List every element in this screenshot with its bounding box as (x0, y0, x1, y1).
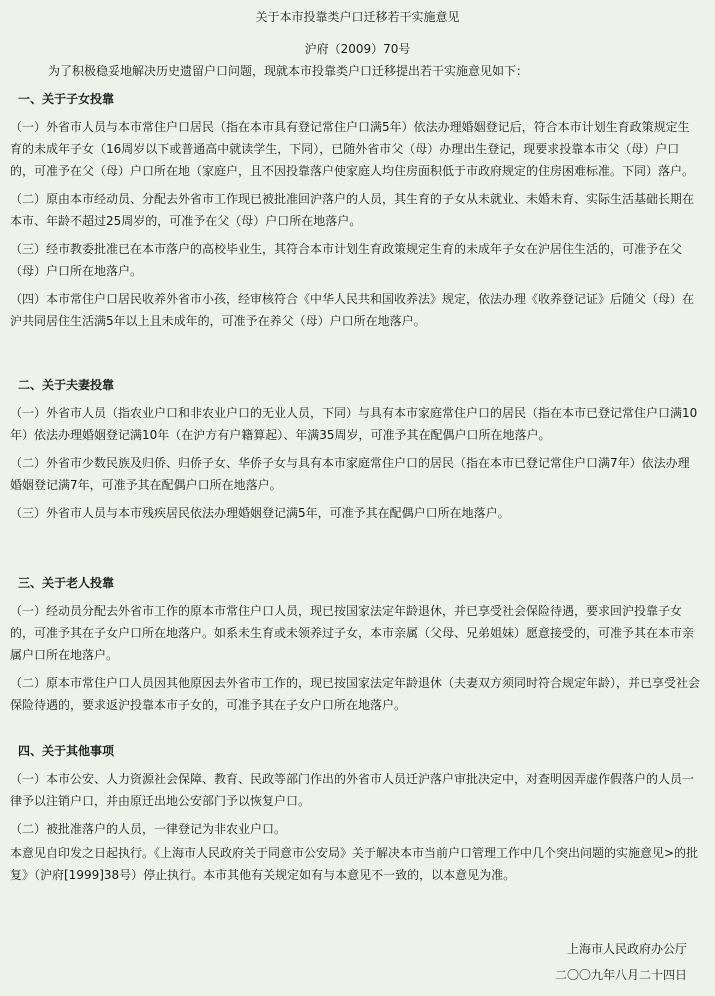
document-title: 关于本市投靠类户口迁移若干实施意见 (255, 10, 460, 24)
intro-paragraph: 为了积极稳妥地解决历史遗留户口问题，现就本市投靠类户口迁移提出若干实施意见如下： (48, 64, 529, 78)
issue-date: 二〇〇九年八月二十四日 (554, 968, 687, 982)
section-paragraph: （一）外省市人员（指农业户口和非农业户口的无业人员，下同）与具有本市家庭常住户口的居民（指在本市已登记常住户口满10年）依法办理婚姻登记满10年（在沪方有户籍算起）、年满35周岁，可准予其在配偶户口所在地落户。 (10, 406, 698, 442)
section-paragraph: （一）经动员分配去外省市工作的原本市常住户口人员，现已按国家法定年龄退休，并已享受社会保险待遇，要求回沪投靠子女的，可准予其在子女户口所在地落户。如系未生育或未领养过子女，本市亲属（父母、兄弟姐妹）愿意接受的，可准予其在本市亲属户口所在地落户。 (10, 604, 695, 662)
section-paragraph: （二）原本市常住户口人员因其他原因去外省市工作的，现已按国家法定年龄退休（夫妻双方须同时符合规定年龄），并已享受社会保险待遇的，要求返沪投靠本市子女的，可准予其在子女户口所在地落户。 (10, 676, 701, 712)
section-other-matters (10, 740, 700, 846)
section-elderly-dependency (10, 572, 700, 722)
section-heading: 一、关于子女投靠 (18, 92, 115, 106)
section-paragraph: （一）本市公安、人力资源社会保障、教育、民政等部门作出的外省市人员迁沪落户审批决定中，对查明因弄虚作假落户的人员一律予以注销户口，并由原迁出地公安部门予以恢复户口。 (10, 772, 695, 808)
section-paragraph: （二）外省市少数民族及归侨、归侨子女、华侨子女与具有本市家庭常住户口的居民（指在本市已登记常住户口满7年）依法办理婚姻登记满7年，可准予其在配偶户口所在地落户。 (10, 456, 690, 492)
section-heading: 二、关于夫妻投靠 (18, 378, 115, 392)
section-paragraph: （一）外省市人员与本市常住户口居民（指在本市具有登记常住户口满5年）依法办理婚姻登记后，符合本市计划生育政策规定生育的未成年子女（16周岁以下或普通高中就读学生，下同），已随外省市父（母）办理出生登记，现要求投靠本市父（母）户口的，可准予在父（母）户口所在地（家庭户，且不因投靠落户使家庭人均住房面积低于市政府规定的住房困难标准。下同）落户。 (10, 120, 695, 178)
section-paragraph: （三）外省市人员与本市残疾居民依法办理婚姻登记满5年，可准予其在配偶户口所在地落户。 (10, 506, 510, 520)
section-paragraph: （三）经市教委批准已在本市落户的高校毕业生，其符合本市计划生育政策规定生育的未成年子女在沪居住生活的，可准予在父（母）户口所在地落户。 (10, 242, 683, 278)
issuer: 上海市人民政府办公厅 (566, 942, 687, 956)
section-spouse-dependency (10, 374, 700, 530)
document-number: 沪府（2009）70号 (304, 42, 411, 56)
section-paragraph: （四）本市常住户口居民收养外省市小孩，经审核符合《中华人民共和国收养法》规定，依法办理《收养登记证》后随父（母）在沪共同居住生活满5年以上且未成年的，可准予在养父（母）户口所在地落户。 (10, 292, 695, 328)
section-paragraph: （二）被批准落户的人员，一律登记为非农业户口。 (10, 822, 287, 836)
section-heading: 三、关于老人投靠 (18, 576, 115, 590)
section-child-dependency (10, 88, 700, 338)
closing-paragraph: 本意见自印发之日起执行。《上海市人民政府关于同意市公安局》关于解决本市当前户口管理工作中几个突出问题的实施意见>的批复》（沪府[1999]38号）停止执行。本市其他有关规定如有与本意见不一致的，以本意见为准。 (10, 846, 699, 882)
section-paragraph: （二）原由本市经动员、分配去外省市工作现已被批准回沪落户的人员，其生育的子女从未就业、未婚未育、实际生活基础长期在本市、年龄不超过25周岁的，可准予在父（母）户口所在地落户。 (10, 192, 695, 228)
section-heading: 四、关于其他事项 (18, 744, 115, 758)
